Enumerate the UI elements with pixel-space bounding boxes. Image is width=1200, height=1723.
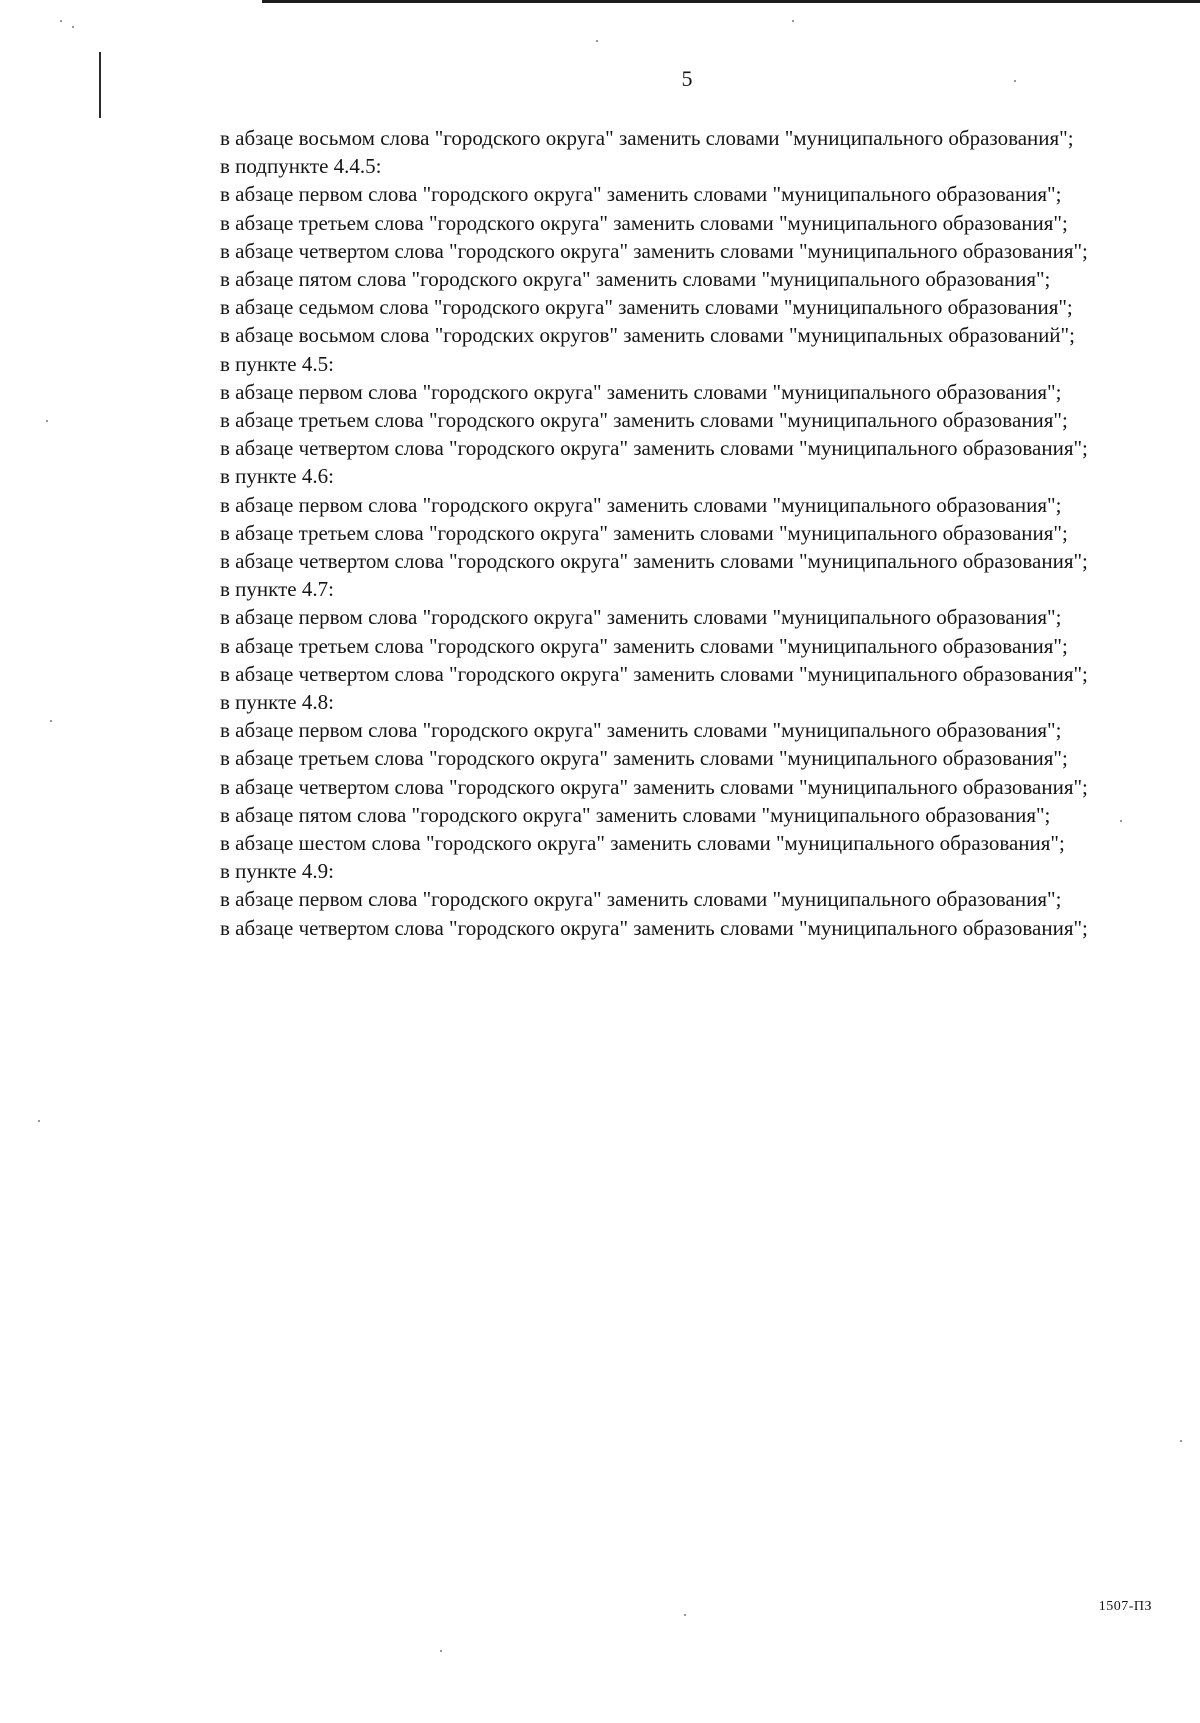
amendment-paragraph: в абзаце восьмом слова "городских округов" заменить словами "муниципальных образований"; xyxy=(220,323,1075,348)
scan-speck xyxy=(72,26,74,28)
scan-speck xyxy=(50,720,52,722)
amendment-paragraph: в абзаце третьем слова "городского округа" заменить словами "муниципального образования"; xyxy=(220,408,1068,433)
amendment-paragraph: в абзаце четвертом слова "городского округа" заменить словами "муниципального образования"; xyxy=(220,774,1088,799)
scan-speck xyxy=(60,20,62,22)
scan-speck xyxy=(1014,80,1016,82)
amendment-paragraph: в абзаце первом слова "городского округа" заменить словами "муниципального образования"; xyxy=(220,379,1062,404)
scan-speck xyxy=(684,1614,686,1616)
amendment-paragraph: в абзаце седьмом слова "городского округа" заменить словами "муниципального образования"; xyxy=(220,295,1073,320)
amendment-paragraph: в абзаце третьем слова "городского округа" заменить словами "муниципального образования"; xyxy=(220,520,1068,545)
amendment-paragraph: в абзаце четвертом слова "городского округа" заменить словами "муниципального образования"; xyxy=(220,915,1088,940)
amendment-paragraph: в абзаце четвертом слова "городского округа" заменить словами "муниципального образования"; xyxy=(220,436,1088,461)
scan-speck xyxy=(46,420,48,422)
amendment-paragraph: в абзаце шестом слова "городского округа" заменить словами "муниципального образования"; xyxy=(220,831,1065,856)
section-heading: в пункте 4.5: xyxy=(220,351,334,376)
section-heading: в пункте 4.7: xyxy=(220,577,334,602)
margin-binding-mark xyxy=(99,52,101,118)
amendment-paragraph: в абзаце пятом слова "городского округа" заменить словами "муниципального образования"; xyxy=(220,267,1051,292)
scan-speck xyxy=(596,40,598,42)
document-body xyxy=(162,124,1144,942)
amendment-paragraph: в абзаце первом слова "городского округа" заменить словами "муниципального образования"; xyxy=(220,887,1062,912)
scan-speck xyxy=(440,1650,442,1652)
amendment-paragraph: в абзаце первом слова "городского округа" заменить словами "муниципального образования"; xyxy=(220,605,1062,630)
top-border-line xyxy=(262,0,1200,3)
section-heading: в пункте 4.9: xyxy=(220,859,334,884)
scan-speck xyxy=(1180,1440,1182,1442)
section-heading: в пункте 4.8: xyxy=(220,690,334,715)
amendment-paragraph: в абзаце четвертом слова "городского округа" заменить словами "муниципального образования"; xyxy=(220,661,1088,686)
page-number: 5 xyxy=(681,66,693,91)
section-heading: в подпункте 4.4.5: xyxy=(220,154,382,179)
amendment-paragraph: в абзаце третьем слова "городского округа" заменить словами "муниципального образования"; xyxy=(220,210,1068,235)
amendment-paragraph: в абзаце восьмом слова "городского округа" заменить словами "муниципального образования"; xyxy=(220,126,1074,150)
amendment-paragraph: в абзаце первом слова "городского округа" заменить словами "муниципального образования"; xyxy=(220,492,1062,517)
amendment-paragraph: в абзаце пятом слова "городского округа" заменить словами "муниципального образования"; xyxy=(220,802,1051,827)
amendment-paragraph: в абзаце четвертом слова "городского округа" заменить словами "муниципального образования"; xyxy=(220,549,1088,574)
document-code: 1507-ПЗ xyxy=(1098,1599,1152,1614)
amendment-paragraph: в абзаце первом слова "городского округа" заменить словами "муниципального образования"; xyxy=(220,182,1062,207)
scan-speck xyxy=(38,1120,40,1122)
scan-speck xyxy=(792,20,794,22)
amendment-paragraph: в абзаце третьем слова "городского округа" заменить словами "муниципального образования"; xyxy=(220,746,1068,771)
section-heading: в пункте 4.6: xyxy=(220,464,334,489)
scan-speck xyxy=(1120,820,1122,822)
amendment-paragraph: в абзаце первом слова "городского округа" заменить словами "муниципального образования"; xyxy=(220,718,1062,743)
amendment-paragraph: в абзаце третьем слова "городского округа" заменить словами "муниципального образования"; xyxy=(220,633,1068,658)
amendment-paragraph: в абзаце четвертом слова "городского округа" заменить словами "муниципального образования"; xyxy=(220,238,1088,263)
